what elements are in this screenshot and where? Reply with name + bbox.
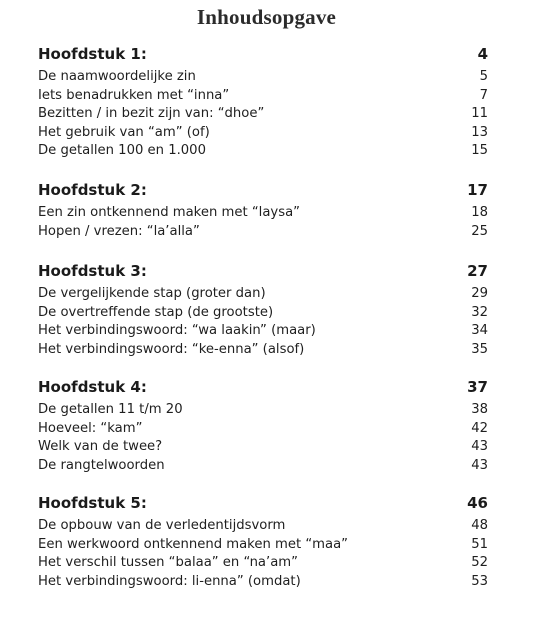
entry-page-number: 53 — [471, 573, 488, 589]
chapter-title: Hoofdstuk 1: — [38, 45, 147, 63]
chapter-5 — [38, 494, 488, 589]
toc-entry — [38, 69, 488, 88]
toc-entry — [38, 555, 488, 574]
entry-page-number: 29 — [471, 286, 488, 301]
entry-page-number: 32 — [471, 304, 488, 320]
chapter-3 — [38, 262, 488, 357]
entry-title: De getallen 11 t/m 20 — [38, 402, 183, 417]
entry-title: Hoeveel: “kam” — [38, 420, 143, 436]
toc-entry — [38, 224, 488, 243]
toc-entry — [38, 205, 488, 224]
chapter-page-number: 46 — [467, 494, 488, 512]
entry-title: Hopen / vrezen: “la’alla” — [38, 223, 200, 239]
chapter-heading — [38, 378, 488, 402]
entry-title: De naamwoordelijke zin — [38, 69, 196, 84]
toc-entry — [38, 458, 488, 477]
chapter-4 — [38, 378, 488, 473]
toc-entry — [38, 518, 488, 537]
toc-entry — [38, 305, 488, 324]
toc-entry — [38, 286, 488, 305]
chapter-2 — [38, 181, 488, 239]
entry-title: De rangtelwoorden — [38, 457, 165, 473]
chapter-heading — [38, 45, 488, 69]
entry-list — [38, 286, 488, 360]
entry-page-number: 15 — [471, 143, 488, 158]
toc-entry — [38, 574, 488, 593]
entry-page-number: 18 — [471, 205, 488, 220]
chapter-heading — [38, 494, 488, 518]
entry-title: Het gebruik van “am” (of) — [38, 124, 210, 140]
chapter-heading — [38, 262, 488, 286]
entry-page-number: 48 — [471, 518, 488, 533]
entry-page-number: 13 — [471, 124, 488, 140]
entry-title: Het verbindingswoord: li-enna” (omdat) — [38, 573, 301, 589]
entry-page-number: 34 — [471, 323, 488, 338]
entry-title: De opbouw van de verledentijdsvorm — [38, 518, 286, 533]
entry-title: Een zin ontkennend maken met “laysa” — [38, 205, 301, 220]
chapter-title: Hoofdstuk 4: — [38, 378, 147, 396]
entry-title: Een werkwoord ontkennend maken met “maa” — [38, 536, 349, 552]
entry-title: Welk van de twee? — [38, 439, 163, 454]
entry-list — [38, 518, 488, 592]
entry-page-number: 42 — [471, 420, 488, 436]
chapter-page-number: 4 — [477, 45, 488, 63]
entry-list — [38, 402, 488, 476]
entry-page-number: 35 — [471, 341, 488, 357]
chapter-title: Hoofdstuk 2: — [38, 181, 147, 199]
chapter-title: Hoofdstuk 5: — [38, 494, 147, 512]
chapter-page-number: 37 — [467, 378, 488, 396]
chapter-1 — [38, 45, 488, 158]
entry-page-number: 43 — [471, 439, 488, 454]
entry-page-number: 7 — [479, 87, 488, 103]
toc-entry — [38, 106, 488, 125]
toc-entry — [38, 421, 488, 440]
page-title: Inhoudsopgave — [196, 5, 337, 29]
toc-entry — [38, 143, 488, 162]
toc-entry — [38, 125, 488, 144]
entry-title: De vergelijkende stap (groter dan) — [38, 286, 266, 301]
entry-page-number: 51 — [471, 536, 488, 552]
entry-title: Het verschil tussen “balaa” en “na’am” — [38, 555, 298, 570]
entry-title: De overtreffende stap (de grootste) — [38, 304, 274, 320]
chapter-page-number: 17 — [467, 181, 488, 199]
toc-entry — [38, 88, 488, 107]
entry-page-number: 38 — [471, 402, 488, 417]
toc-entry — [38, 342, 488, 361]
entry-page-number: 5 — [479, 69, 488, 84]
entry-list — [38, 69, 488, 162]
entry-title: De getallen 100 en 1.000 — [38, 143, 206, 158]
toc-entry — [38, 439, 488, 458]
entry-page-number: 11 — [471, 106, 488, 121]
toc-entry — [38, 323, 488, 342]
entry-page-number: 52 — [471, 555, 488, 570]
entry-title: Iets benadrukken met “inna” — [38, 87, 230, 103]
entry-page-number: 43 — [471, 457, 488, 473]
entry-title: Bezitten / in bezit zijn van: “dhoe” — [38, 106, 265, 121]
toc-entry — [38, 402, 488, 421]
entry-page-number: 25 — [471, 223, 488, 239]
chapter-heading — [38, 181, 488, 205]
entry-title: Het verbindingswoord: “ke-enna” (alsof) — [38, 341, 305, 357]
entry-title: Het verbindingswoord: “wa laakin” (maar) — [38, 323, 316, 338]
toc-entry — [38, 537, 488, 556]
chapter-title: Hoofdstuk 3: — [38, 262, 147, 280]
chapter-page-number: 27 — [467, 262, 488, 280]
entry-list — [38, 205, 488, 242]
